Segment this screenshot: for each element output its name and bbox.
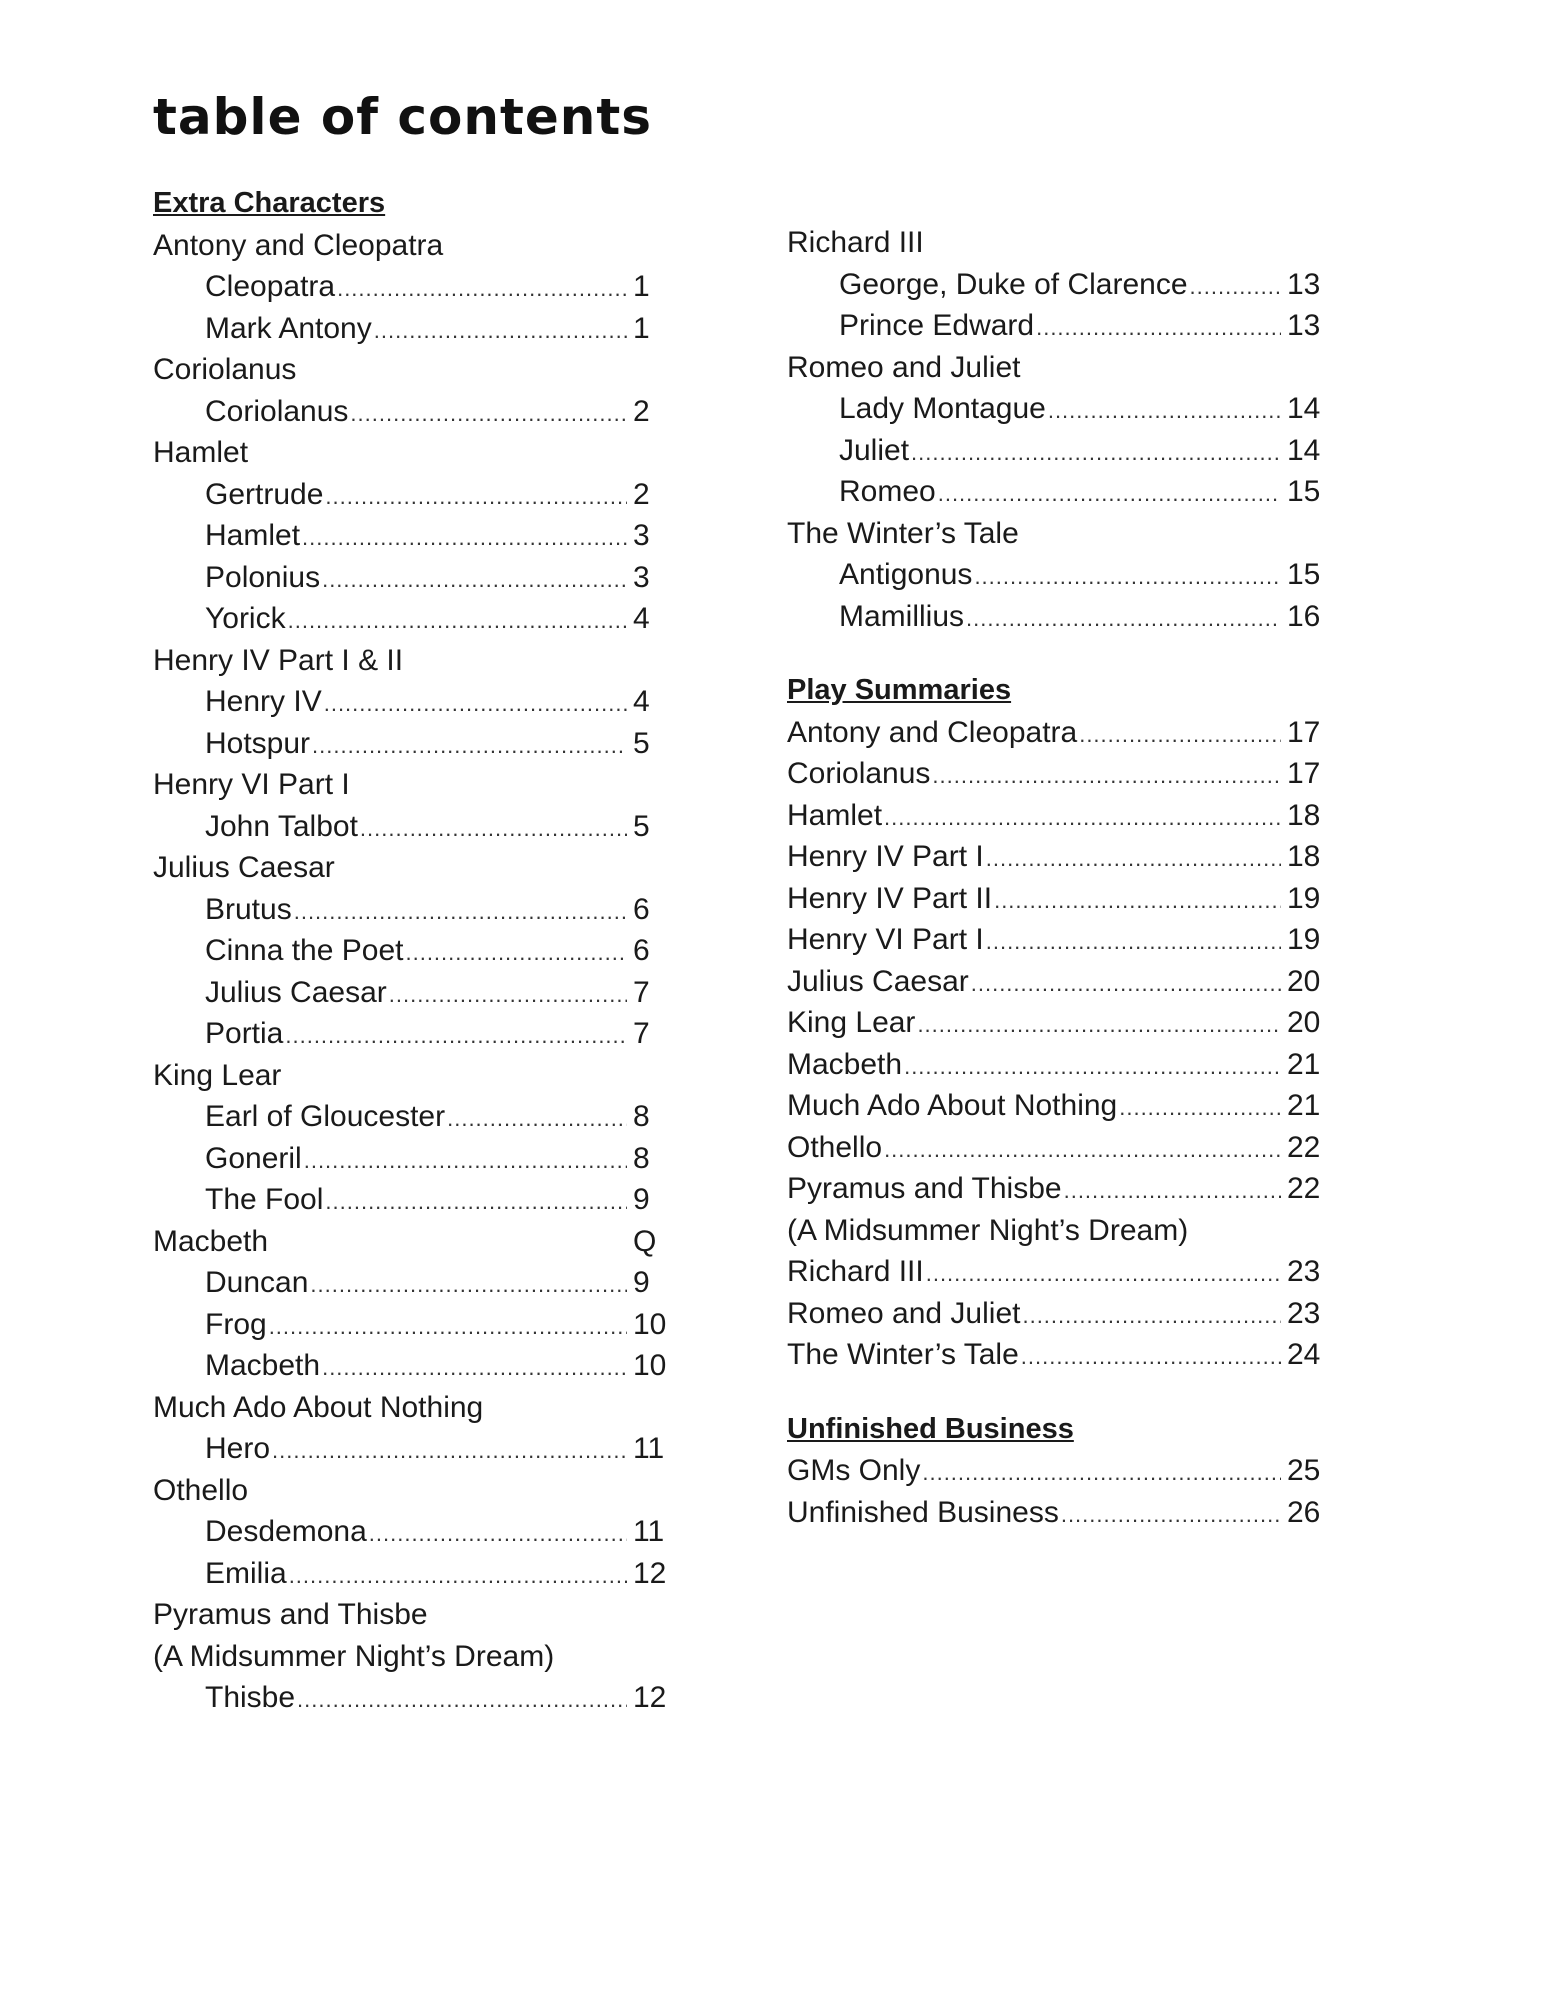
toc-page-number: 11 (633, 1515, 665, 1548)
toc-entry-label: Hamlet (205, 519, 301, 552)
dot-leader (447, 1098, 627, 1140)
toc-page-number: 13 (1287, 309, 1321, 342)
toc-entry (153, 557, 673, 599)
dot-leader (884, 1129, 1281, 1171)
section-spacer (787, 1376, 1327, 1409)
toc-entry-label: GMs Only (787, 1454, 921, 1487)
dot-leader (1064, 1170, 1281, 1212)
toc-entry-label: Pyramus and Thisbe (787, 1172, 1062, 1205)
toc-entry-label: Mamillius (839, 599, 965, 633)
toc-entry (787, 264, 1327, 306)
toc-group-heading (787, 347, 1327, 389)
toc-page-number: 13 (1287, 267, 1321, 301)
toc-entry (153, 723, 673, 765)
toc-entry-label: King Lear (153, 1058, 282, 1092)
toc-entry (787, 1334, 1327, 1376)
dot-leader (302, 517, 627, 559)
toc-page-number: 14 (1287, 433, 1321, 467)
toc-entry (153, 266, 673, 308)
dot-leader (272, 1430, 627, 1472)
toc-page-number: 9 (633, 1266, 650, 1299)
toc-entry (153, 474, 673, 516)
dot-leader (966, 598, 1281, 640)
toc-entry-label: Antony and Cleopatra (153, 228, 444, 262)
toc-entry-label: Juliet (839, 433, 910, 467)
toc-entry (153, 391, 673, 433)
toc-page-number: 2 (633, 394, 650, 428)
toc-group-heading (153, 1055, 673, 1097)
toc-page-number: 18 (1287, 798, 1321, 832)
toc-entry-label: Desdemona (205, 1515, 367, 1548)
toc-entry-label: Richard III (787, 226, 924, 259)
toc-page-number: 22 (1287, 1172, 1321, 1205)
toc-entry-label: Richard III (787, 1255, 924, 1288)
toc-entry (787, 1044, 1327, 1086)
toc-entry-label: The Fool (205, 1183, 324, 1216)
toc-entry-label: Macbeth (153, 1224, 269, 1258)
toc-entry (787, 712, 1327, 754)
dot-leader (938, 473, 1281, 515)
toc-list-unfinished-business (787, 1450, 1327, 1533)
toc-page-number: 1 (633, 270, 650, 303)
toc-entry-label: Hamlet (153, 436, 249, 469)
toc-entry (153, 681, 673, 723)
toc-entry-label: Hotspur (205, 726, 311, 760)
toc-entry (787, 1127, 1327, 1169)
dot-leader (285, 1015, 627, 1057)
dot-leader (971, 963, 1281, 1005)
toc-entry-label: Othello (153, 1473, 249, 1507)
toc-page-number: 3 (633, 560, 650, 594)
toc-entry-label: Hero (205, 1432, 271, 1465)
toc-entry (153, 515, 673, 557)
dot-leader (405, 932, 627, 974)
toc-page-number: 4 (633, 685, 650, 718)
toc-group-heading (153, 1594, 673, 1636)
toc-page-number: 23 (1287, 1255, 1321, 1288)
toc-entry (153, 1511, 673, 1553)
toc-group-heading (153, 764, 673, 806)
dot-leader (325, 476, 627, 518)
toc-page-number: 15 (1287, 558, 1321, 591)
dot-leader (325, 1181, 627, 1223)
toc-entry (153, 1304, 673, 1346)
toc-page-number: 22 (1287, 1130, 1321, 1164)
toc-page-number: 21 (1287, 1047, 1321, 1081)
section-heading-unfinished-business: Unfinished Business (787, 1412, 1074, 1445)
toc-entry (153, 598, 673, 640)
toc-entry-label: Julius Caesar (787, 964, 969, 998)
toc-page-number: 2 (633, 477, 650, 511)
toc-group-heading (787, 1210, 1327, 1252)
toc-page-number: 9 (633, 1183, 650, 1216)
dot-leader (922, 1452, 1281, 1494)
toc-entry (787, 836, 1327, 878)
toc-group-heading (153, 349, 673, 391)
toc-entry-label: Othello (787, 1130, 883, 1164)
toc-list-play-summaries (787, 712, 1327, 1376)
toc-page-number: 4 (633, 602, 650, 635)
toc-entry-label: Duncan (205, 1266, 309, 1299)
toc-left-column (153, 183, 673, 1719)
dot-leader (911, 432, 1281, 474)
dot-leader (986, 921, 1281, 963)
toc-group-heading (153, 225, 673, 267)
toc-page-number: 7 (633, 975, 650, 1009)
toc-page-number: 10 (633, 1307, 667, 1341)
dot-leader (288, 600, 627, 642)
toc-entry-label: Cinna the Poet (205, 934, 404, 967)
toc-page-number: 12 (633, 1556, 667, 1590)
toc-entry-label: Portia (205, 1017, 284, 1050)
toc-page-number: 21 (1287, 1089, 1321, 1122)
toc-entry-label: (A Midsummer Night’s Dream) (153, 1639, 555, 1673)
toc-entry-label: Antony and Cleopatra (787, 715, 1078, 749)
toc-page-number: 5 (633, 726, 650, 760)
dot-leader (289, 1555, 627, 1597)
toc-entry (153, 1262, 673, 1304)
toc-page-number: 3 (633, 519, 650, 552)
toc-entry-label: Pyramus and Thisbe (153, 1598, 428, 1631)
toc-group-heading (153, 1387, 673, 1429)
toc-group-heading (153, 432, 673, 474)
toc-entry-label: Prince Edward (839, 309, 1035, 342)
toc-page-number: 15 (1287, 475, 1321, 508)
toc-page-number: 8 (633, 1141, 650, 1175)
dot-leader (1119, 1087, 1281, 1129)
dot-leader (917, 1004, 1281, 1046)
dot-leader (884, 797, 1281, 839)
dot-leader (297, 1679, 627, 1721)
toc-entry-label: Julius Caesar (153, 851, 335, 884)
toc-entry-label: Gertrude (205, 477, 324, 511)
toc-entry-label: Henry IV Part I & II (153, 643, 404, 677)
toc-entry-label: Earl of Gloucester (205, 1100, 446, 1133)
toc-list-extra-characters (153, 225, 673, 1719)
toc-entry (787, 1002, 1327, 1044)
dot-leader (1036, 307, 1281, 349)
toc-group-heading (153, 847, 673, 889)
toc-entry-label: Henry IV (205, 685, 322, 718)
toc-page-number: 17 (1287, 757, 1321, 790)
toc-entry-label: Polonius (205, 560, 321, 594)
toc-entry (787, 430, 1327, 472)
toc-entry (153, 1013, 673, 1055)
dot-leader (322, 1347, 627, 1389)
toc-page-number: 1 (633, 311, 650, 345)
toc-entry-label: Hamlet (787, 798, 883, 832)
toc-entry (153, 1096, 673, 1138)
dot-leader (312, 725, 627, 767)
toc-entry (787, 388, 1327, 430)
toc-entry-label: Unfinished Business (787, 1495, 1059, 1529)
toc-list-characters-continued (787, 222, 1327, 637)
toc-page-number: 10 (633, 1349, 667, 1382)
toc-page-number: 25 (1287, 1454, 1321, 1487)
toc-entry-label: Henry VI Part I (153, 768, 350, 801)
toc-entry (787, 753, 1327, 795)
toc-page-number: 6 (633, 892, 650, 926)
toc-entry-label: Coriolanus (153, 353, 297, 386)
dot-leader (986, 838, 1281, 880)
toc-page-number: 11 (633, 1432, 665, 1465)
toc-entry (787, 795, 1327, 837)
toc-page-number: 7 (633, 1017, 650, 1050)
toc-page-number: 24 (1287, 1338, 1321, 1371)
toc-page-number: 23 (1287, 1296, 1321, 1330)
toc-entry (787, 1293, 1327, 1335)
toc-group-heading (153, 1636, 673, 1678)
dot-leader (389, 974, 627, 1016)
toc-entry-label: Romeo (839, 475, 936, 508)
dot-leader (1190, 266, 1281, 308)
toc-page-number: 20 (1287, 964, 1321, 998)
toc-entry (153, 1138, 673, 1180)
toc-entry-label: Coriolanus (787, 757, 931, 790)
toc-entry (787, 305, 1327, 347)
dot-leader (350, 393, 627, 435)
toc-entry-label: Henry IV Part II (787, 881, 993, 915)
toc-entry (153, 1677, 673, 1719)
dot-leader (374, 310, 627, 352)
toc-entry-label: Antigonus (839, 558, 973, 591)
section-heading-extra-characters: Extra Characters (153, 187, 386, 219)
toc-entry (787, 1492, 1327, 1534)
section-heading-play-summaries: Play Summaries (787, 674, 1012, 706)
dot-leader (310, 1264, 627, 1306)
toc-entry (153, 1428, 673, 1470)
dot-leader (360, 808, 627, 850)
toc-page-number: 5 (633, 809, 650, 843)
toc-entry-label: Romeo and Juliet (787, 1296, 1021, 1330)
toc-entry-label: Macbeth (205, 1349, 321, 1382)
dot-leader (1022, 1295, 1281, 1337)
toc-entry-label: (A Midsummer Night’s Dream) (787, 1213, 1189, 1247)
toc-entry-label: Thisbe (205, 1681, 296, 1714)
toc-entry-label: Romeo and Juliet (787, 350, 1021, 384)
dot-leader (269, 1306, 627, 1348)
toc-entry (153, 308, 673, 350)
toc-entry (153, 930, 673, 972)
toc-entry (787, 1450, 1327, 1492)
toc-right-column (787, 222, 1327, 1533)
dot-leader (904, 1046, 1281, 1088)
toc-group-heading (787, 513, 1327, 555)
toc-page-number: 14 (1287, 392, 1321, 425)
toc-entry-label: Coriolanus (205, 394, 349, 428)
toc-entry-label: Yorick (205, 602, 286, 635)
toc-entry (153, 1179, 673, 1221)
toc-entry (787, 1251, 1327, 1293)
toc-entry (787, 471, 1327, 513)
toc-entry (787, 554, 1327, 596)
toc-page-number: 8 (633, 1100, 650, 1133)
toc-entry-label: John Talbot (205, 809, 358, 843)
dot-leader (369, 1513, 627, 1555)
toc-entry-label: Macbeth (787, 1047, 903, 1081)
toc-group-heading (787, 222, 1327, 264)
toc-entry (787, 919, 1327, 961)
dot-leader (304, 1140, 627, 1182)
toc-entry-label: Brutus (205, 892, 292, 926)
dot-leader (1061, 1494, 1281, 1536)
toc-page-number: 20 (1287, 1006, 1321, 1039)
toc-group-heading (153, 640, 673, 682)
toc-entry (787, 878, 1327, 920)
toc-entry (153, 806, 673, 848)
toc-entry-label: Frog (205, 1307, 267, 1341)
dot-leader (932, 755, 1281, 797)
toc-entry (787, 1085, 1327, 1127)
section-spacer (787, 637, 1327, 670)
toc-entry (787, 961, 1327, 1003)
dot-leader (294, 891, 627, 933)
toc-page-number: 6 (633, 934, 650, 967)
toc-entry-label: The Winter’s Tale (787, 1338, 1019, 1371)
toc-entry (153, 972, 673, 1014)
dot-leader (974, 556, 1281, 598)
toc-entry (153, 1553, 673, 1595)
toc-entry-label: Cleopatra (205, 270, 336, 303)
toc-page-number: 26 (1287, 1495, 1321, 1529)
toc-page-number: 19 (1287, 923, 1321, 956)
toc-page-number: 17 (1287, 715, 1321, 749)
toc-entry-label: Henry VI Part I (787, 923, 984, 956)
toc-entry (153, 1345, 673, 1387)
toc-group-heading (153, 1470, 673, 1512)
toc-entry-label: The Winter’s Tale (787, 516, 1019, 550)
dot-leader (994, 880, 1281, 922)
dot-leader (926, 1253, 1281, 1295)
dot-leader (1079, 714, 1281, 756)
toc-page-number: 19 (1287, 881, 1321, 915)
toc-entry-label: George, Duke of Clarence (839, 267, 1188, 301)
toc-entry-label: Much Ado About Nothing (787, 1089, 1118, 1122)
toc-entry-label: King Lear (787, 1006, 916, 1039)
dot-leader (1021, 1336, 1281, 1378)
toc-page-number: Q (633, 1224, 657, 1258)
toc-entry-label: Lady Montague (839, 392, 1046, 425)
toc-entry (153, 889, 673, 931)
page-title: table of contents (153, 88, 653, 146)
toc-entry-label: Goneril (205, 1141, 302, 1175)
dot-leader (337, 268, 627, 310)
toc-entry-label: Julius Caesar (205, 975, 387, 1009)
toc-entry-label: Emilia (205, 1556, 287, 1590)
dot-leader (1048, 390, 1281, 432)
dot-leader (322, 559, 627, 601)
toc-page-number: 16 (1287, 599, 1321, 633)
toc-entry-label: Mark Antony (205, 311, 372, 345)
dot-leader (324, 683, 627, 725)
toc-entry-label: Much Ado About Nothing (153, 1390, 484, 1424)
toc-page-number: 18 (1287, 840, 1321, 873)
toc-group-heading (153, 1221, 673, 1263)
toc-entry (787, 1168, 1327, 1210)
toc-entry-label: Henry IV Part I (787, 840, 984, 873)
toc-entry (787, 596, 1327, 638)
toc-page-number: 12 (633, 1681, 667, 1714)
